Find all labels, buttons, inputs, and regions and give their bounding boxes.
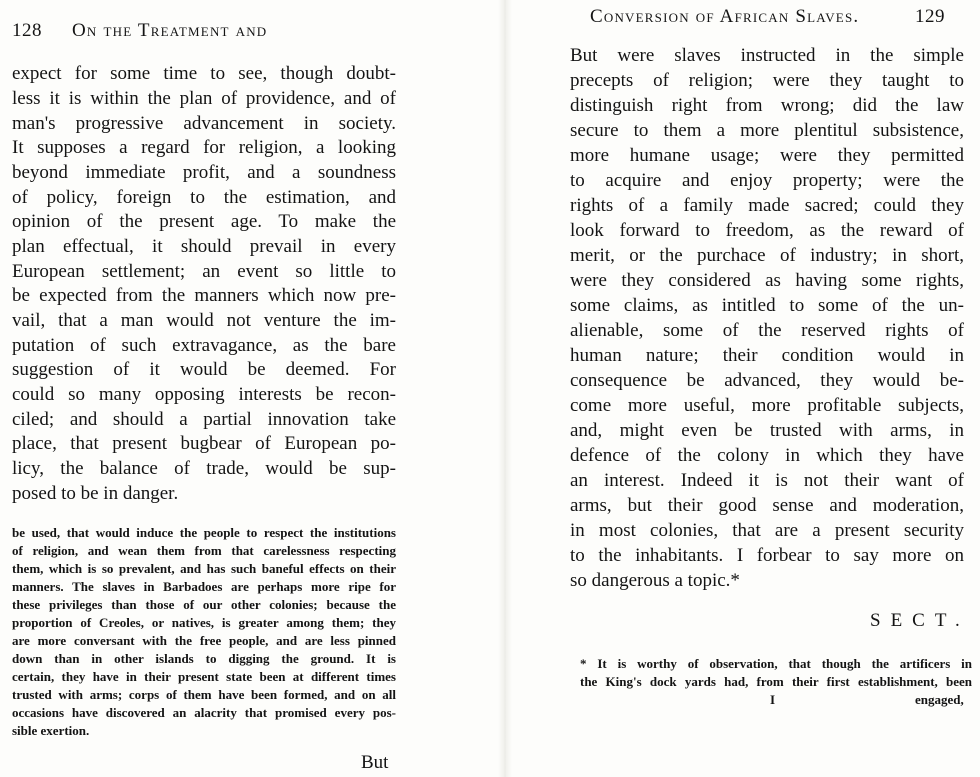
body-line: But were slaves instructed in the simple (570, 45, 964, 66)
footnote-line: down than in other islands to digging the ground. It is (12, 651, 396, 666)
body-line: man's progressive advancement in society. (12, 113, 396, 134)
signature-mark: I (770, 692, 776, 707)
body-line: secure to them a more plentitul subsistence, (570, 120, 964, 141)
footnote-line: proportion of Creoles, or natives, is greater among them; they (12, 615, 396, 630)
catchword-left: But (361, 752, 389, 773)
body-line: less it is within the plan of providence, and of (12, 88, 396, 109)
right-page (540, 0, 980, 777)
footnote-line: are more conversant with the free people, and are less pinned (12, 633, 396, 648)
body-line: licy, the balance of trade, would be sup- (12, 458, 396, 479)
body-line: alienable, some of the reserved rights of (570, 320, 964, 341)
footnote-line: manners. The slaves in Barbadoes are perhaps more ripe for (12, 579, 396, 594)
body-line: plan effectual, it should prevail in every (12, 236, 396, 257)
body-line: place, that present bugbear of European po- (12, 433, 396, 454)
footnote-line: the King's dock yards had, from their first establishment, been (580, 674, 972, 689)
footnote-line: sible exertion. (12, 723, 90, 738)
body-line: beyond immediate profit, and a soundness (12, 162, 396, 183)
running-head-left: On the Treatment and (72, 20, 268, 41)
body-line: and, might even be trusted with arms, in (570, 420, 964, 441)
body-line: in most colonies, that are a present security (570, 520, 964, 541)
body-line: more humane usage; were they permitted (570, 145, 964, 166)
body-line: rights of a family made sacred; could they (570, 195, 964, 216)
book-gutter (498, 0, 512, 777)
body-line: consequence be advanced, they would be- (570, 370, 964, 391)
body-line: to the inhabitants. I forbear to say more on (570, 545, 964, 566)
body-line: putation of such extravagance, as the bare (12, 335, 396, 356)
section-catchword: SECT. (870, 610, 970, 631)
body-line: merit, or the purchace of industry; in short, (570, 245, 964, 266)
body-line: could so many opposing interests be recon- (12, 384, 396, 405)
body-line: precepts of religion; were they taught to (570, 70, 964, 91)
body-line: look forward to freedom, as the reward of (570, 220, 964, 241)
catchword-right: engaged, (915, 692, 964, 707)
body-line: vail, that a man would not venture the im- (12, 310, 396, 331)
footnote-line: certain, they have in their present state been at different times (12, 669, 396, 684)
footnote-line: trusted with arms; corps of them have been formed, and on all (12, 687, 396, 702)
body-line: ciled; and should a partial innovation take (12, 409, 396, 430)
footnote-line: these privileges than those of our other colonies; because the (12, 597, 396, 612)
footnote-line: be used, that would induce the people to respect the institutions (12, 525, 396, 540)
body-line: so dangerous a topic.* (570, 570, 740, 591)
body-line: distinguish right from wrong; did the law (570, 95, 964, 116)
body-line: an interest. Indeed it is not their want of (570, 470, 964, 491)
body-line: of policy, foreign to the estimation, and (12, 187, 396, 208)
body-line: It supposes a regard for religion, a looking (12, 137, 396, 158)
footnote-line: them, which is so prevalent, and has such baneful effects on their (12, 561, 396, 576)
body-line: suggestion of it would be deemed. For (12, 359, 396, 380)
left-page (0, 0, 470, 777)
body-line: arms, but their good sense and moderation, (570, 495, 964, 516)
footnote-line: of religion, and wean them from that carelessness respecting (12, 543, 396, 558)
body-line: defence of the colony in which they have (570, 445, 964, 466)
body-line: to acquire and enjoy property; were the (570, 170, 964, 191)
body-line: some claims, as intitled to some of the un- (570, 295, 964, 316)
running-head-right: Conversion of African Slaves. (590, 6, 860, 27)
footnote-line: * It is worthy of observation, that though the artificers in (580, 656, 972, 671)
body-line: posed to be in danger. (12, 483, 179, 504)
body-line: be expected from the manners which now pre- (12, 285, 396, 306)
page-number-left: 128 (12, 20, 42, 41)
body-line: opinion of the present age. To make the (12, 211, 396, 232)
body-line: human nature; their condition would in (570, 345, 964, 366)
body-line: expect for some time to see, though doubt- (12, 63, 396, 84)
body-line: come more useful, more profitable subjects, (570, 395, 964, 416)
page-number-right: 129 (915, 6, 945, 27)
body-line: were they considered as having some rights, (570, 270, 964, 291)
footnote-line: occasions have discovered an alacrity that promised every pos- (12, 705, 396, 720)
body-line: European settlement; an event so little to (12, 261, 396, 282)
